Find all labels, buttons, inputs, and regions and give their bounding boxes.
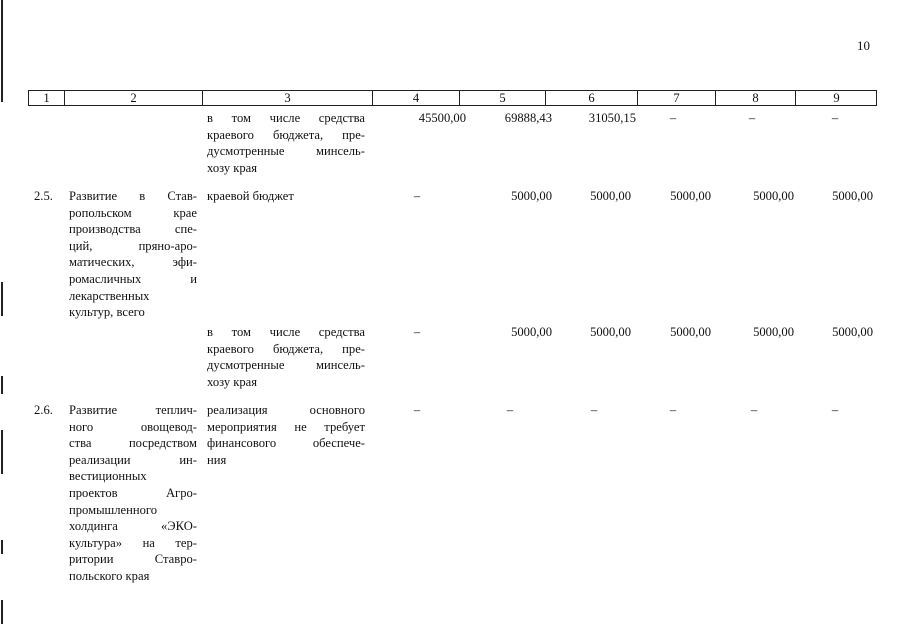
- name-line: ритории Ставро-: [69, 552, 197, 567]
- source-line: хозу края: [207, 160, 258, 175]
- value-cell: 69888,43: [504, 111, 552, 125]
- value-cell: –: [748, 111, 756, 125]
- value-cell: –: [669, 403, 677, 417]
- value-cell: –: [750, 403, 758, 417]
- value-cell: –: [413, 403, 421, 417]
- value-cell: –: [669, 111, 677, 125]
- header-cell: 3: [284, 91, 291, 105]
- name-line: польского края: [69, 568, 150, 583]
- name-line: матических, эфи-: [69, 255, 197, 270]
- header-cell: 5: [499, 91, 506, 105]
- source-line: в том числе средства: [207, 111, 365, 125]
- value-cell: –: [506, 403, 514, 417]
- name-line: ций, пряно-аро-: [69, 238, 197, 253]
- header-cell: 2: [130, 91, 137, 105]
- source-line: ния: [207, 452, 227, 467]
- table-row-source: [207, 188, 365, 205]
- scan-margin-mark: [1, 376, 3, 394]
- name-line: лекарственных: [69, 288, 150, 303]
- source-line: хозу края: [207, 374, 258, 389]
- value-cell: 5000,00: [590, 189, 631, 203]
- header-cell: 7: [673, 91, 680, 105]
- table-row-name: [69, 188, 197, 321]
- name-line: ромасличных и: [69, 271, 197, 286]
- value-cell: 5000,00: [832, 189, 873, 203]
- source-line: краевой бюджет: [207, 189, 294, 203]
- source-line: реализация основного: [207, 403, 365, 417]
- source-line: в том числе средства: [207, 325, 365, 339]
- scan-margin-mark: [1, 430, 3, 474]
- name-line: холдинга «ЭКО-: [69, 519, 197, 534]
- name-line: ного овощевод-: [69, 419, 197, 434]
- header-cell: 4: [412, 91, 420, 105]
- scan-margin-mark: [1, 540, 3, 554]
- table-row-source: [207, 110, 365, 176]
- page-number: 10: [857, 38, 870, 53]
- header-cell: 1: [43, 91, 50, 105]
- value-cell: –: [413, 325, 421, 339]
- table-header-row: [28, 90, 877, 106]
- value-cell: –: [831, 111, 839, 125]
- value-cell: 5000,00: [670, 189, 711, 203]
- header-cell: 6: [588, 91, 595, 105]
- table-row-name: [69, 402, 197, 585]
- name-line: культура» на тер-: [69, 535, 197, 550]
- value-cell: –: [413, 189, 421, 203]
- value-cell: 45500,00: [418, 111, 466, 125]
- source-line: краевого бюджета, пре-: [207, 341, 365, 356]
- name-line: культур, всего: [69, 305, 145, 320]
- value-cell: 5000,00: [832, 325, 873, 339]
- scan-margin-mark: [1, 600, 3, 624]
- source-line: дусмотренные минсель-: [207, 144, 365, 159]
- table-row-source: [207, 324, 365, 390]
- name-line: вестиционных: [69, 469, 147, 484]
- value-cell: 5000,00: [590, 325, 631, 339]
- value-cell: –: [831, 403, 839, 417]
- value-cell: 5000,00: [670, 325, 711, 339]
- value-cell: 31050,15: [588, 111, 636, 125]
- table-row-source: [207, 402, 365, 468]
- name-line: Развитие в Став-: [69, 189, 197, 203]
- value-cell: 5000,00: [511, 189, 552, 203]
- name-line: Развитие теплич-: [69, 403, 197, 417]
- value-cell: 5000,00: [511, 325, 552, 339]
- name-line: реализации ин-: [69, 452, 197, 467]
- source-line: финансового обеспече-: [207, 436, 365, 451]
- name-line: производства спе-: [69, 222, 197, 237]
- name-line: ства посредством: [69, 436, 197, 451]
- name-line: ропольском крае: [69, 205, 197, 220]
- value-cell: –: [590, 403, 598, 417]
- name-line: проектов Агро-: [69, 485, 197, 500]
- scan-margin-mark: [1, 0, 3, 102]
- row-number: 2.6.: [34, 403, 53, 417]
- source-line: краевого бюджета, пре-: [207, 127, 365, 142]
- row-number: 2.5.: [34, 189, 53, 203]
- header-cell: 8: [752, 91, 759, 105]
- scan-margin-mark: [1, 282, 3, 316]
- source-line: мероприятия не требует: [207, 419, 365, 434]
- name-line: промышленного: [69, 502, 158, 517]
- value-cell: 5000,00: [753, 325, 794, 339]
- value-cell: 5000,00: [753, 189, 794, 203]
- source-line: дусмотренные минсель-: [207, 358, 365, 373]
- header-cell: 9: [833, 91, 840, 105]
